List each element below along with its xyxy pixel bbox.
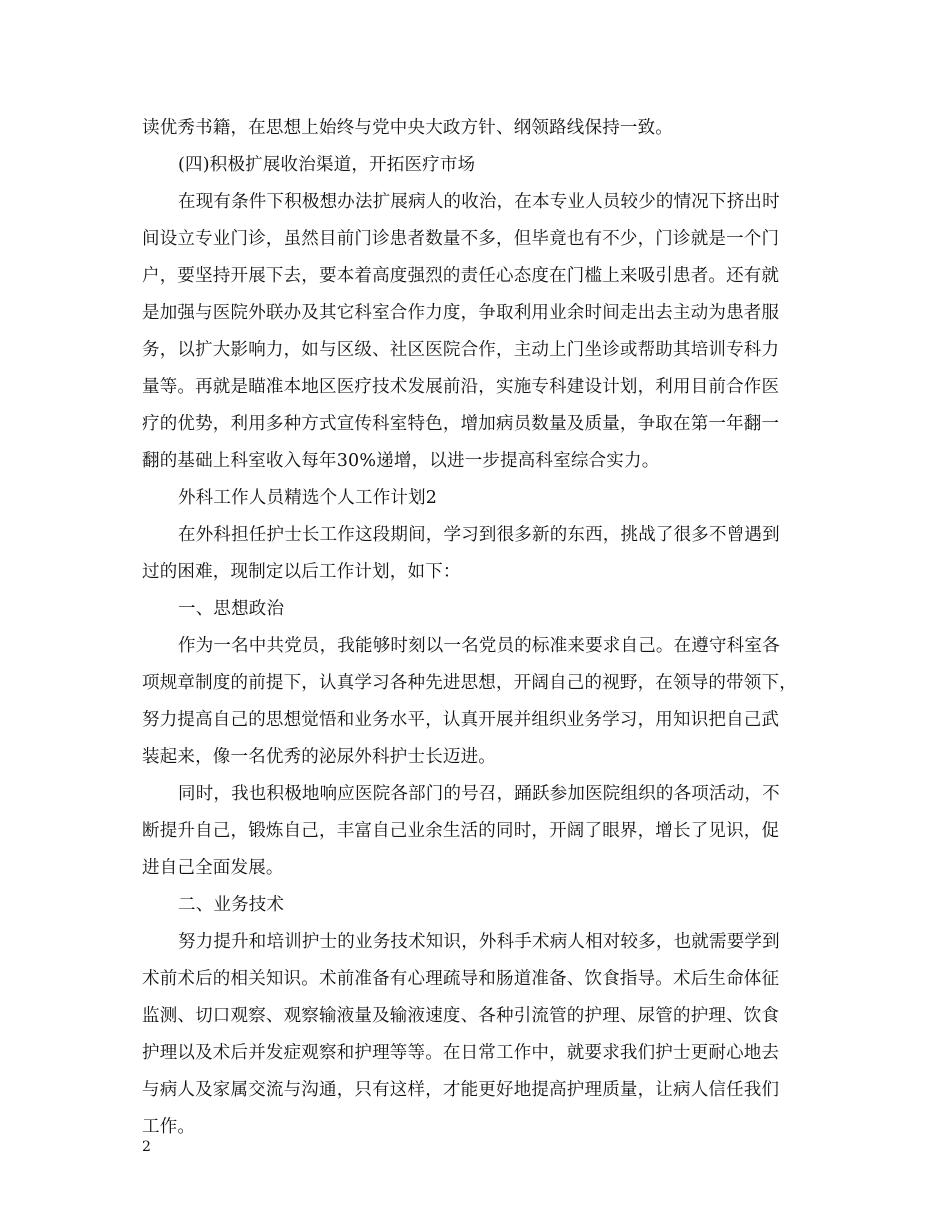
- section-heading: 外科工作人员精选个人工作计划2: [178, 488, 438, 508]
- text-line: 护理以及术后并发症观察和护理等等。在日常工作中，就要求我们护士更耐心地去: [142, 1043, 780, 1063]
- section-heading: 一、思想政治: [178, 599, 285, 619]
- text-line: 读优秀书籍，在思想上始终与党中央大政方针、纲领路线保持一致。: [142, 118, 673, 138]
- text-line: 翻的基础上科室收入每年30%递增，以进一步提高科室综合实力。: [142, 451, 660, 471]
- text-line: 术前术后的相关知识。术前准备有心理疏导和肠道准备、饮食指导。术后生命体征: [142, 969, 780, 989]
- text-line: 进自己全面发展。: [142, 858, 284, 878]
- text-line: 是加强与医院外联办及其它科室合作力度，争取利用业余时间走出去主动为患者服: [142, 303, 780, 323]
- section-heading: 二、业务技术: [178, 895, 285, 915]
- text-line: 户，要坚持开展下去，要本着高度强烈的责任心态度在门槛上来吸引患者。还有就: [142, 266, 780, 286]
- text-line: 间设立专业门诊，虽然目前门诊患者数量不多，但毕竟也有不少，门诊就是一个门: [142, 229, 780, 249]
- text-line: 项规章制度的前提下，认真学习各种先进思想，开阔自己的视野，在领导的带领下，: [142, 673, 797, 693]
- text-line: 在外科担任护士长工作这段期间，学习到很多新的东西，挑战了很多不曾遇到: [178, 525, 780, 545]
- text-line: 务，以扩大影响力，如与区级、社区医院合作，主动上门坐诊或帮助其培训专科力: [142, 340, 780, 360]
- page-number: 2: [142, 1139, 151, 1155]
- text-line: 过的困难，现制定以后工作计划，如下：: [142, 562, 461, 582]
- text-line: 同时，我也积极地响应医院各部门的号召，踊跃参加医院组织的各项活动，不: [178, 784, 780, 804]
- text-line: 监测、切口观察、观察输液量及输液速度、各种引流管的护理、尿管的护理、饮食: [142, 1006, 780, 1026]
- text-line: 努力提高自己的思想觉悟和业务水平，认真开展并组织业务学习，用知识把自己武: [142, 710, 780, 730]
- text-line: 疗的优势，利用多种方式宣传科室特色，增加病员数量及质量，争取在第一年翻一: [142, 414, 780, 434]
- text-line: 努力提升和培训护士的业务技术知识，外科手术病人相对较多，也就需要学到: [178, 932, 780, 952]
- text-line: 断提升自己，锻炼自己，丰富自己业余生活的同时，开阔了眼界，增长了见识，促: [142, 821, 780, 841]
- text-line: 作为一名中共党员，我能够时刻以一名党员的标准来要求自己。在遵守科室各: [178, 636, 780, 656]
- text-line: 量等。再就是瞄准本地区医疗技术发展前沿，实施专科建设计划，利用目前合作医: [142, 377, 780, 397]
- text-line: 在现有条件下积极想办法扩展病人的收治，在本专业人员较少的情况下挤出时: [178, 192, 780, 212]
- section-heading: (四)积极扩展收治渠道，开拓医疗市场: [178, 155, 476, 175]
- text-line: 工作。: [142, 1117, 196, 1137]
- text-line: 装起来，像一名优秀的泌尿外科护士长迈进。: [142, 747, 496, 767]
- text-line: 与病人及家属交流与沟通，只有这样，才能更好地提高护理质量，让病人信任我们: [142, 1080, 780, 1100]
